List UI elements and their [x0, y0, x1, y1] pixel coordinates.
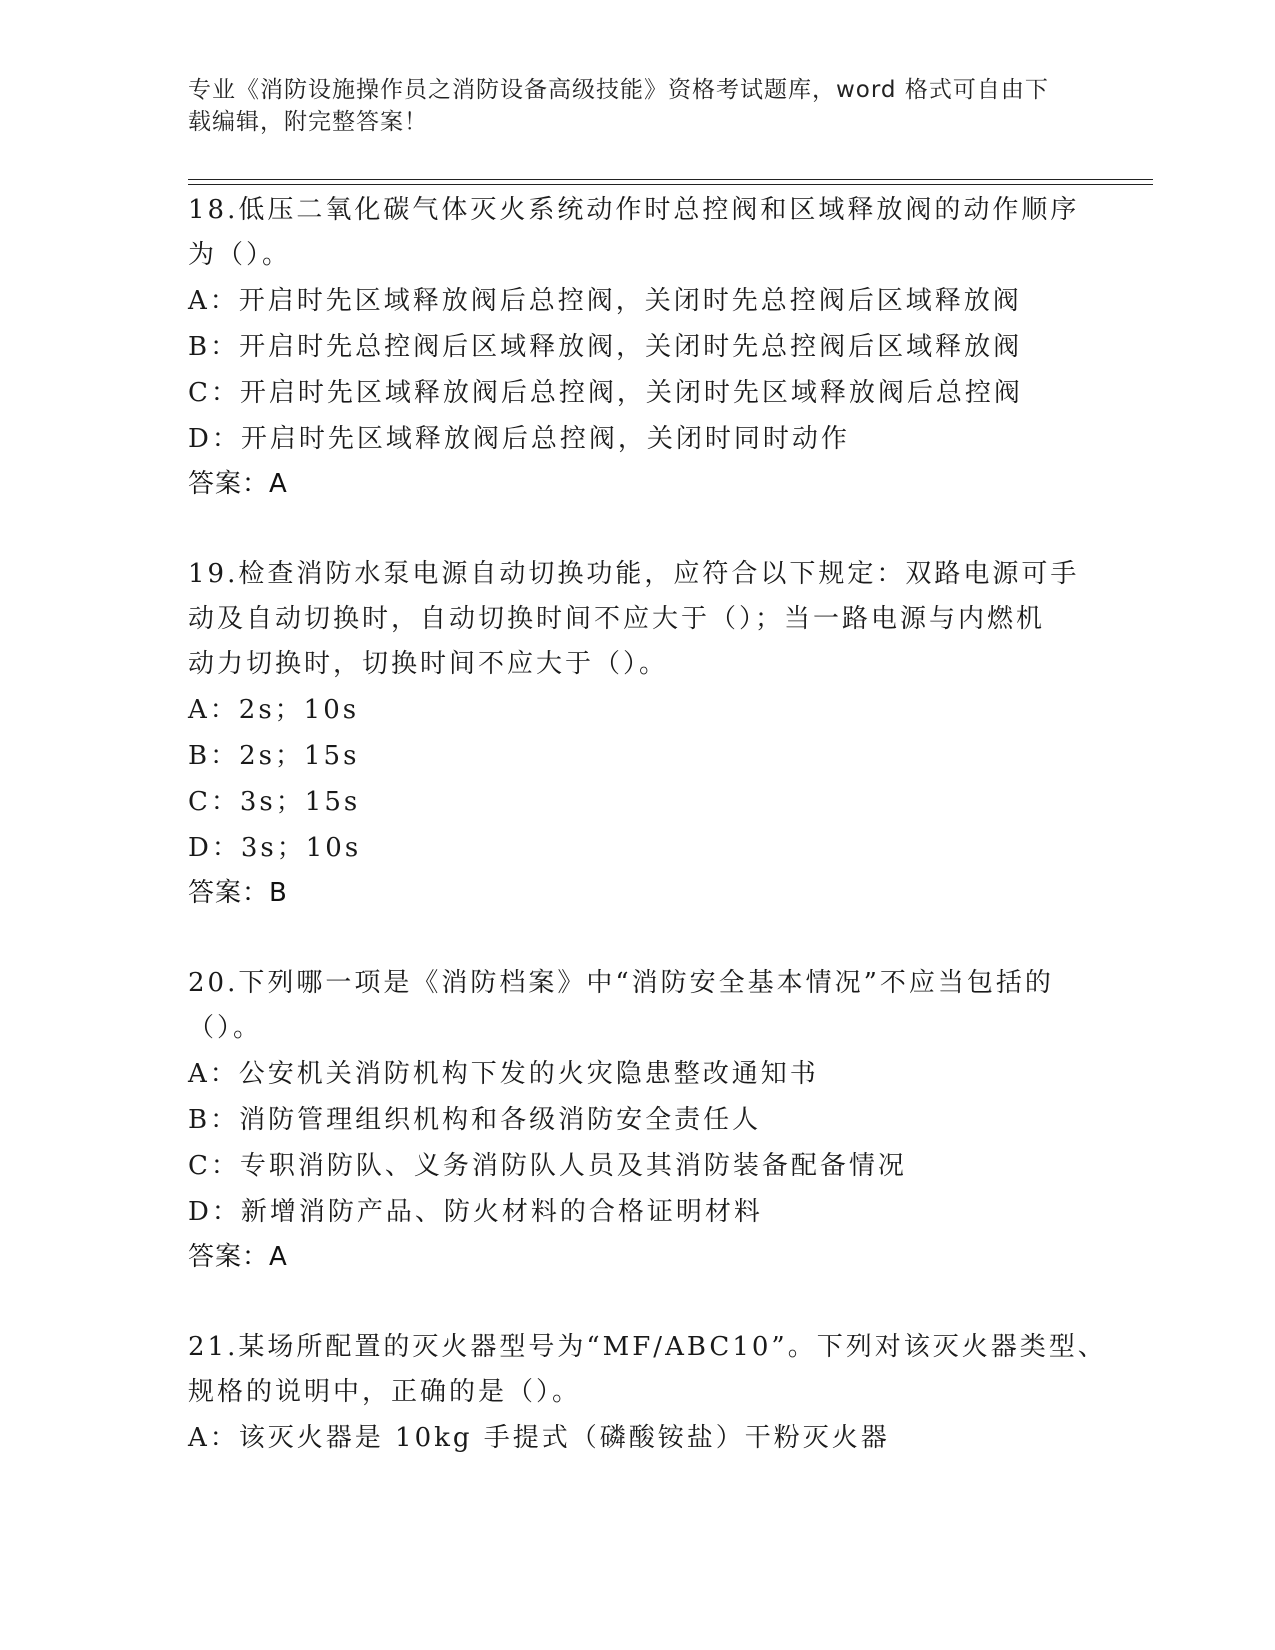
option-c: C：开启时先区域释放阀后总控阀，关闭时先区域释放阀后总控阀	[188, 378, 1023, 408]
answer: 答案：A	[188, 469, 288, 499]
question-stem	[188, 961, 1088, 1051]
header-line-2: 载编辑，附完整答案！	[188, 109, 428, 135]
stem-line: 规格的说明中，正确的是（）。	[188, 1377, 582, 1407]
question-list	[188, 188, 1107, 1461]
option-a: A：公安机关消防机构下发的火灾隐患整改通知书	[188, 1059, 819, 1089]
stem-line: 动及自动切换时，自动切换时间不应大于（）；当一路电源与内燃机	[188, 604, 1046, 634]
question-stem	[188, 1325, 1107, 1415]
option-d: D：3s；10s	[188, 833, 362, 863]
stem-line: 18.低压二氧化碳气体灭火系统动作时总控阀和区域释放阀的动作顺序	[188, 195, 1080, 225]
option-d: D：新增消防产品、防火材料的合格证明材料	[188, 1197, 763, 1227]
stem-line: （）。	[188, 1013, 263, 1043]
header-divider-top	[188, 179, 1153, 180]
option-d: D：开启时先区域释放阀后总控阀，关闭时同时动作	[188, 424, 850, 454]
question-20	[188, 961, 1088, 1279]
question-stem	[188, 188, 1088, 278]
option-a: A：开启时先区域释放阀后总控阀，关闭时先总控阀后区域释放阀	[188, 286, 1022, 316]
header-line-1: 专业《消防设施操作员之消防设备高级技能》资格考试题库，word 格式可自由下	[188, 77, 1049, 103]
answer: 答案：B	[188, 878, 288, 908]
stem-line: 为（）。	[188, 240, 292, 270]
option-b: B：开启时先总控阀后区域释放阀，关闭时先总控阀后区域释放阀	[188, 332, 1023, 362]
question-18	[188, 188, 1088, 506]
document-header	[188, 74, 1068, 138]
question-stem	[188, 552, 1088, 687]
answer: 答案：A	[188, 1242, 288, 1272]
option-a: A：该灭火器是 10kg 手提式（磷酸铵盐）干粉灭火器	[188, 1423, 890, 1453]
stem-line: 20.下列哪一项是《消防档案》中“消防安全基本情况”不应当包括的	[188, 968, 1054, 998]
option-c: C：3s；15s	[188, 787, 361, 817]
option-b: B：消防管理组织机构和各级消防安全责任人	[188, 1105, 762, 1135]
stem-line: 19.检查消防水泵电源自动切换功能，应符合以下规定：双路电源可手	[188, 559, 1080, 589]
stem-line: 动力切换时，切换时间不应大于（）。	[188, 649, 669, 679]
question-19	[188, 552, 1088, 915]
header-divider-bottom	[188, 184, 1153, 185]
question-21	[188, 1325, 1107, 1461]
option-b: B：2s；15s	[188, 741, 360, 771]
option-c: C：专职消防队、义务消防队人员及其消防装备配备情况	[188, 1151, 907, 1181]
stem-line: 21.某场所配置的灭火器型号为“MF/ABC10”。下列对该灭火器类型、	[188, 1332, 1107, 1362]
option-a: A：2s；10s	[188, 695, 360, 725]
